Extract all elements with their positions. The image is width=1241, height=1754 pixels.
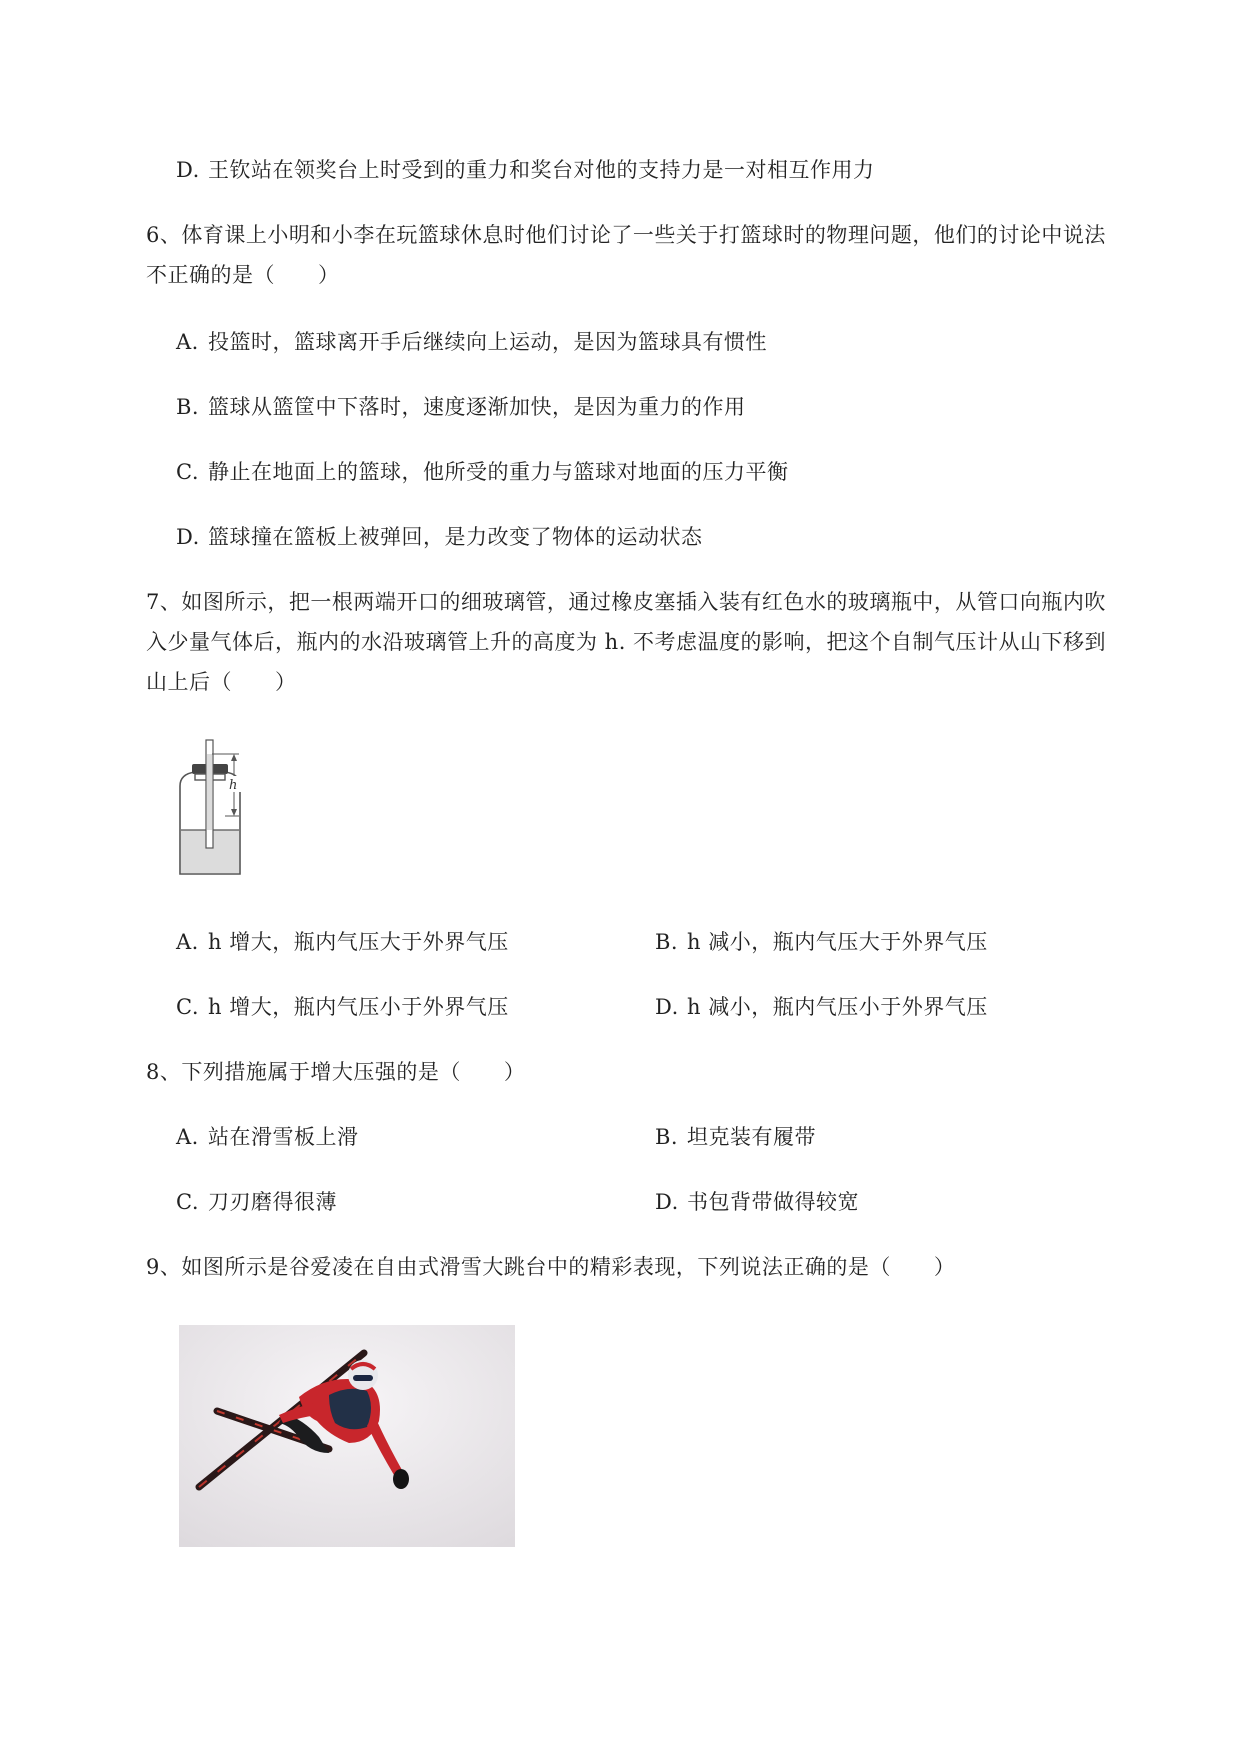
option-label: D. — [655, 995, 679, 1019]
q6-option-d — [176, 517, 703, 557]
skier-photo — [179, 1325, 515, 1547]
option-text: 书包背带做得较宽 — [687, 1190, 859, 1214]
option-text: 刀刃磨得很薄 — [208, 1190, 337, 1214]
q7-option-d — [655, 987, 988, 1027]
option-text: h 减小，瓶内气压大于外界气压 — [687, 930, 988, 954]
option-label: C. — [176, 995, 199, 1019]
q8-stem: 8、下列措施属于增大压强的是（ ） — [146, 1060, 526, 1084]
q7-stem-line3: 山上后（ ） — [146, 670, 297, 694]
q6-option-c — [176, 452, 789, 492]
option-label: B. — [176, 395, 200, 419]
option-text: h 减小，瓶内气压小于外界气压 — [687, 995, 988, 1019]
option-label: D. — [176, 525, 200, 549]
option-text: 投篮时，篮球离开手后继续向上运动，是因为篮球具有惯性 — [208, 330, 767, 354]
barometer-bottle-figure — [175, 738, 255, 878]
q7-option-a — [176, 922, 509, 962]
q7-stem-line1: 7、如图所示，把一根两端开口的细玻璃管，通过橡皮塞插入装有红色水的玻璃瓶中，从管口向瓶内吹 — [146, 590, 1106, 614]
water-in-tube — [207, 754, 212, 830]
skier-glove — [393, 1469, 409, 1489]
option-label: D. — [176, 158, 200, 182]
skier-goggles — [353, 1375, 373, 1381]
option-label: B. — [655, 930, 679, 954]
q8-option-c — [176, 1182, 337, 1222]
q6-option-a — [176, 322, 767, 362]
option-label: C. — [176, 1190, 199, 1214]
q9-stem: 9、如图所示是谷爱凌在自由式滑雪大跳台中的精彩表现，下列说法正确的是（ ） — [146, 1255, 956, 1279]
skier-vest — [329, 1389, 371, 1430]
option-label: A. — [176, 930, 199, 954]
option-text: 静止在地面上的篮球，他所受的重力与篮球对地面的压力平衡 — [208, 460, 789, 484]
option-text: h 增大，瓶内气压大于外界气压 — [208, 930, 509, 954]
q6-stem-line2: 不正确的是（ ） — [146, 263, 340, 287]
q6-stem-line1: 6、体育课上小明和小李在玩篮球休息时他们讨论了一些关于打篮球时的物理问题，他们的讨论中说法 — [146, 223, 1106, 247]
q7-option-c — [176, 987, 509, 1027]
height-label: h — [229, 778, 238, 793]
option-text: 篮球撞在篮板上被弹回，是力改变了物体的运动状态 — [208, 525, 703, 549]
q8-option-a — [176, 1117, 359, 1157]
q7-option-b — [655, 922, 988, 962]
q6-option-b — [176, 387, 746, 427]
option-label: A. — [176, 1125, 199, 1149]
option-text: h 增大，瓶内气压小于外界气压 — [208, 995, 509, 1019]
q5-option-d — [176, 150, 875, 190]
q7-stem-line2: 入少量气体后，瓶内的水沿玻璃管上升的高度为 h. 不考虑温度的影响，把这个自制气压计从山下移到 — [146, 630, 1107, 654]
option-label: D. — [655, 1190, 679, 1214]
arrow-head-up — [231, 754, 237, 761]
option-text: 王钦站在领奖台上时受到的重力和奖台对他的支持力是一对相互作用力 — [208, 158, 875, 182]
option-label: C. — [176, 460, 199, 484]
option-label: B. — [655, 1125, 679, 1149]
arrow-head-down — [231, 809, 237, 816]
option-text: 坦克装有履带 — [687, 1125, 816, 1149]
option-label: A. — [176, 330, 199, 354]
option-text: 站在滑雪板上滑 — [208, 1125, 359, 1149]
q8-option-b — [655, 1117, 816, 1157]
q8-option-d — [655, 1182, 859, 1222]
option-text: 篮球从篮筐中下落时，速度逐渐加快，是因为重力的作用 — [208, 395, 746, 419]
